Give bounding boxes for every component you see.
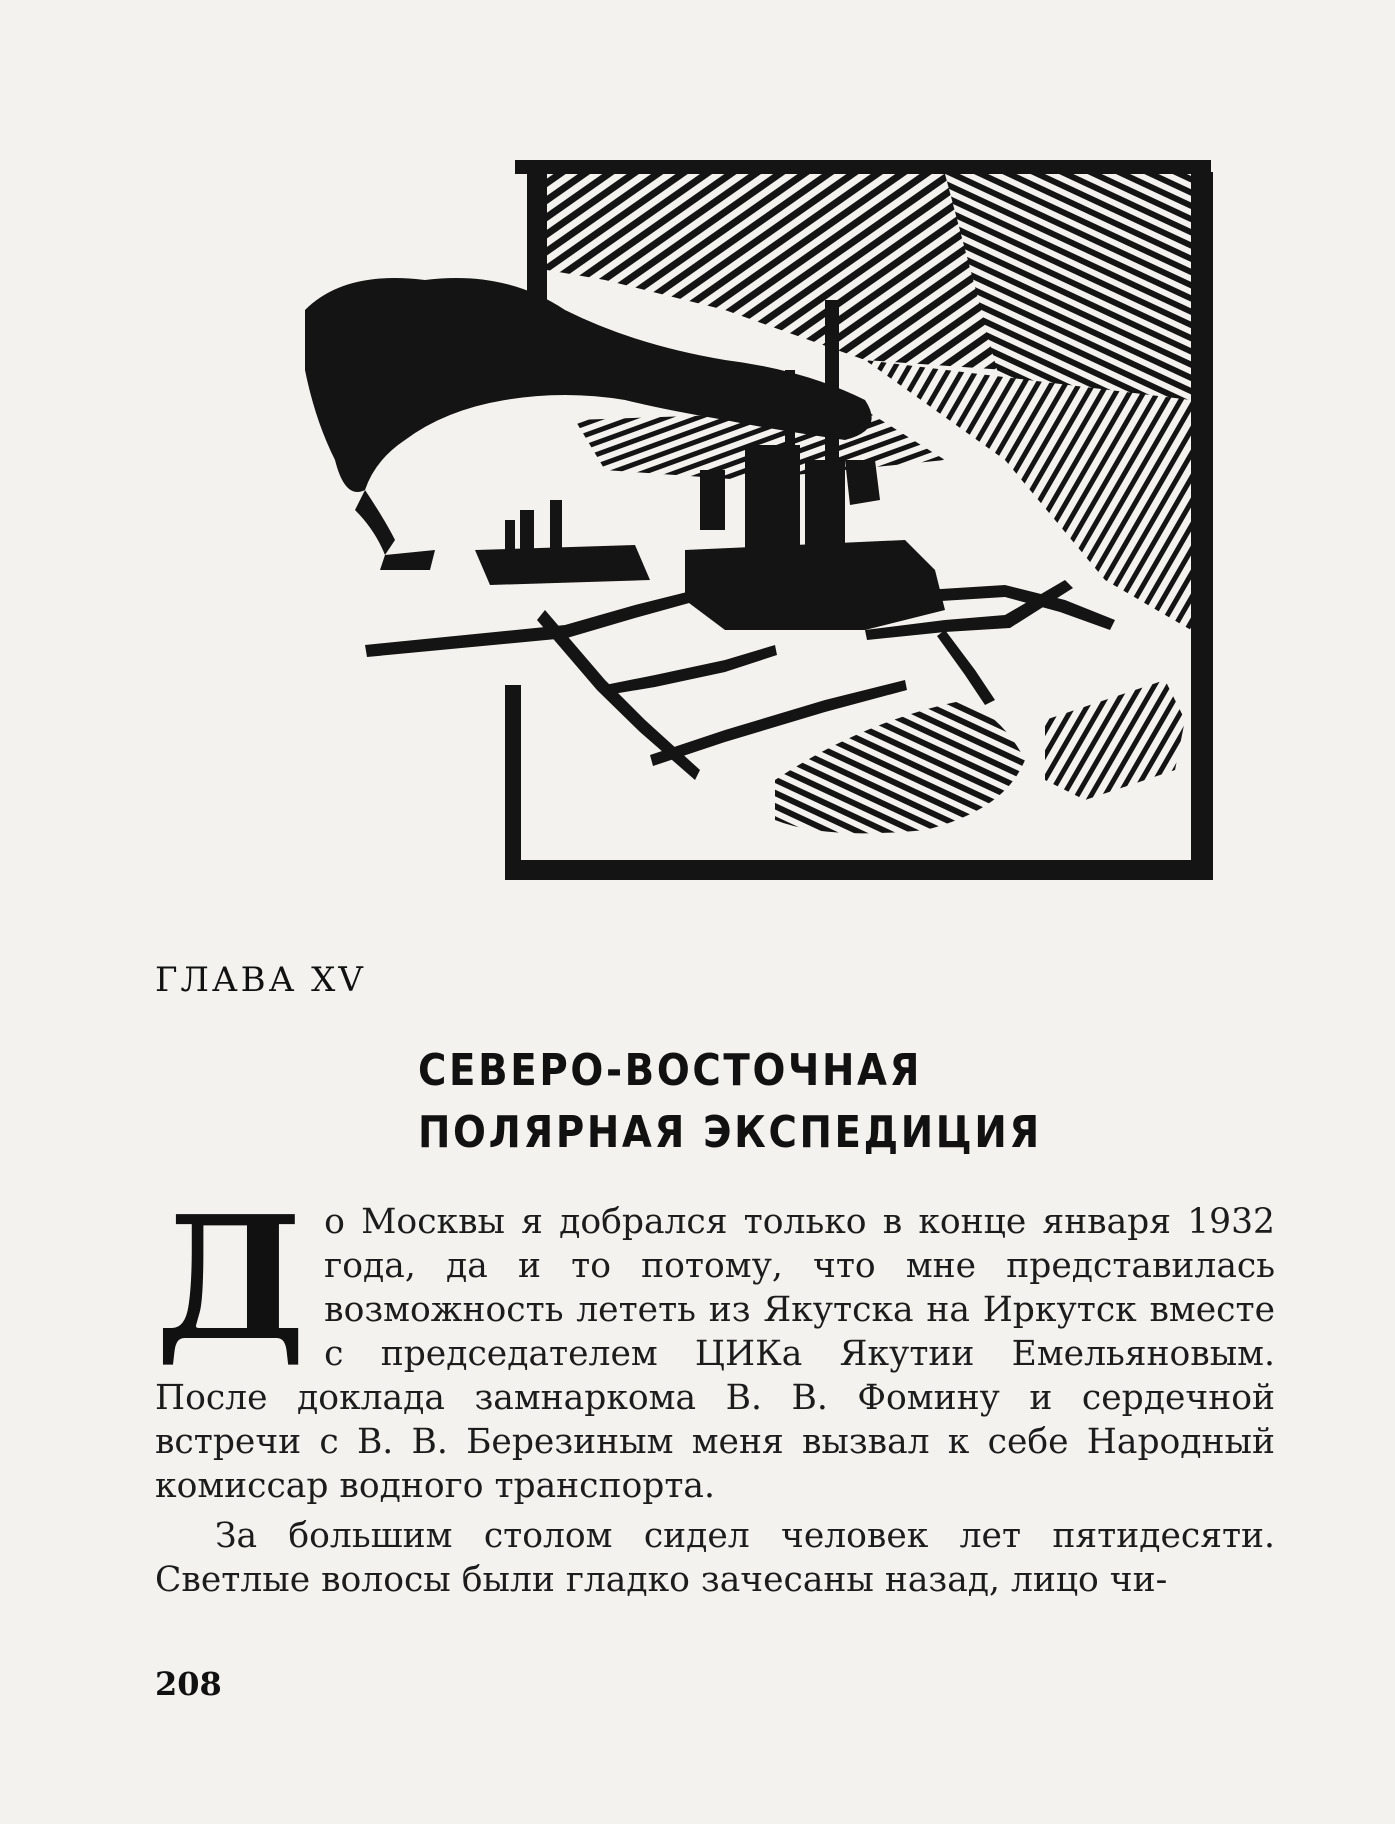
paragraph-1-text: о Москвы я добрался только в конце января 1932 года, да и то потому, что мне представилась возможность лететь из Якутска на Иркутск вместе с председателем ЦИКа Якутии Емельяновым. После доклада замнаркома В. В. Фомину и сердечной встречи с В. В. Березиным меня вызвал к себе Народный комиссар водного транспорта. — [155, 1202, 1275, 1506]
page-number: 208 — [155, 1665, 222, 1703]
paragraph-2: За большим столом сидел человек лет пятидесяти. Светлые волосы были гладко зачесаны назад, лицо чи- — [155, 1516, 1275, 1600]
paragraph-1 — [155, 1179, 1275, 1508]
chapter-title — [418, 1040, 1087, 1164]
chapter-title-line-2: ПОЛЯРНАЯ ЭКСПЕДИЦИЯ — [418, 1107, 1042, 1158]
drop-cap: Д — [155, 1179, 307, 1379]
chapter-label: ГЛАВА XV — [155, 960, 366, 1000]
chapter-title-line-1: СЕВЕРО-ВОСТОЧНАЯ — [418, 1045, 923, 1096]
body-text — [155, 1179, 1275, 1602]
woodcut-illustration — [305, 160, 1235, 880]
